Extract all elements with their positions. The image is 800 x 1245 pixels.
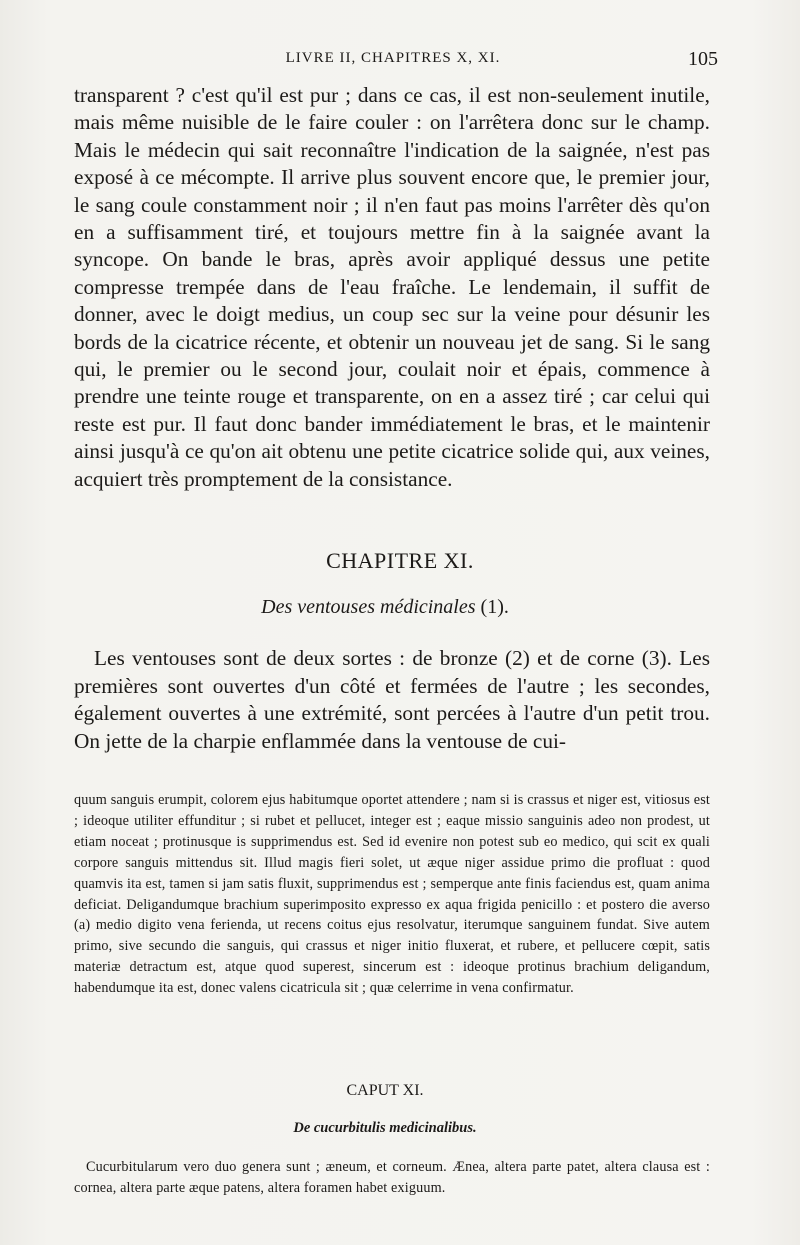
- running-title: LIVRE II, CHAPITRES X, XI.: [285, 50, 501, 66]
- chapter-x-french-text: [74, 82, 710, 493]
- chapter-xi-subtitle-text: Des ventouses médicinales: [261, 596, 476, 618]
- page-number: 105: [688, 48, 718, 70]
- chapter-xi-title: CHAPITRE XI.: [326, 548, 474, 573]
- chapter-x-paragraph: transparent ? c'est qu'il est pur ; dans ce cas, il est non-seulement inutile, mais même nuisible de le faire couler : on l'arrêtera donc sur le champ. Mais le médecin qui sait reconnaître l'indication de la saignée, n'est pas exposé à ce mécompte. Il arrive plus souvent encore que, le premier jour, le sang coule constamment noir ; il n'en faut pas moins l'arrêter dès qu'on en a suffisamment tiré, et toujours mettre fin à la saignée avant la syncope. On bande le bras, après avoir appliqué dessus une petite compresse trempée dans de l'eau fraîche. Le lendemain, il suffit de donner, avec le doigt medius, un coup sec sur la veine pour désunir les bords de la cicatrice récente, et obtenir un nouveau jet de sang. Si le sang qui, le premier ou le second jour, coulait noir et épais, commence à prendre une teinte rouge et transparente, on en a assez tiré ; car celui qui reste est pur. Il faut donc bander immédiatement le bras, et le maintenir ainsi jusqu'à ce qu'on ait obtenu une petite cicatrice solide qui, aux veines, acquiert très promptement de la consistance.: [74, 83, 710, 491]
- chapter-xi-subtitle-footnote: (1).: [480, 596, 509, 618]
- latin-text-caput-xi: Cucurbitularum vero duo genera sunt ; æneum, et corneum. Ænea, altera parte patet, altera clausa est : cornea, altera parte æque patens, altera foramen habet exiguum.: [74, 1159, 710, 1196]
- chapter-xi-french-text: Les ventouses sont de deux sortes : de bronze (2) et de corne (3). Les premières sont ouvertes d'un côté et fermées de l'autre ; les secondes, également ouvertes à une extrémité, sont percées à l'autre d'un petit trou. On jette de la charpie enflammée dans la ventouse de cui-: [74, 646, 710, 753]
- page-header: [74, 48, 718, 74]
- chapter-xi-subtitle: [0, 596, 770, 619]
- latin-text-chapter-x: quum sanguis erumpit, colorem ejus habitumque oportet attendere ; nam si is crassus et niger est, vitiosus est ; ideoque utiliter effunditur ; si rubet et pellucet, integer est ; eaque missio sanguinis adeo non prodest, ut etiam noceat ; protinusque is supprimendus est. Sed id evenire non potest sub eo medico, qui scit ex quali corpore sanguis mittendus sit. Illud magis fieri solet, ut æque niger assidue primo die profluat : quod quamvis ita est, tamen si jam satis fluxit, supprimendus est ; semperque ante finis faciendus est, quam anima deficiat. Deligandumque brachium superimposito expresso ex aqua frigida penicillo : et postero die averso (a) medio digito vena ferienda, ut recens coitus ejus resolvatur, iterumque sanguinem fundat. Sive autem primo, sive secundo die sanguis, qui crassus et niger initio fluxerat, et rubere, et pellucere cœpit, satis materiæ detractum est, atque quod superest, sincerum est : ideoque protinus brachium deligandum, habendumque ita est, donec valens cicatricula sit ; quæ celerrime in vena confirmatur.: [74, 792, 710, 997]
- caput-xi-subtitle: De cucurbitulis medicinalibus.: [293, 1120, 477, 1136]
- caput-xi-title: CAPUT XI.: [346, 1082, 424, 1099]
